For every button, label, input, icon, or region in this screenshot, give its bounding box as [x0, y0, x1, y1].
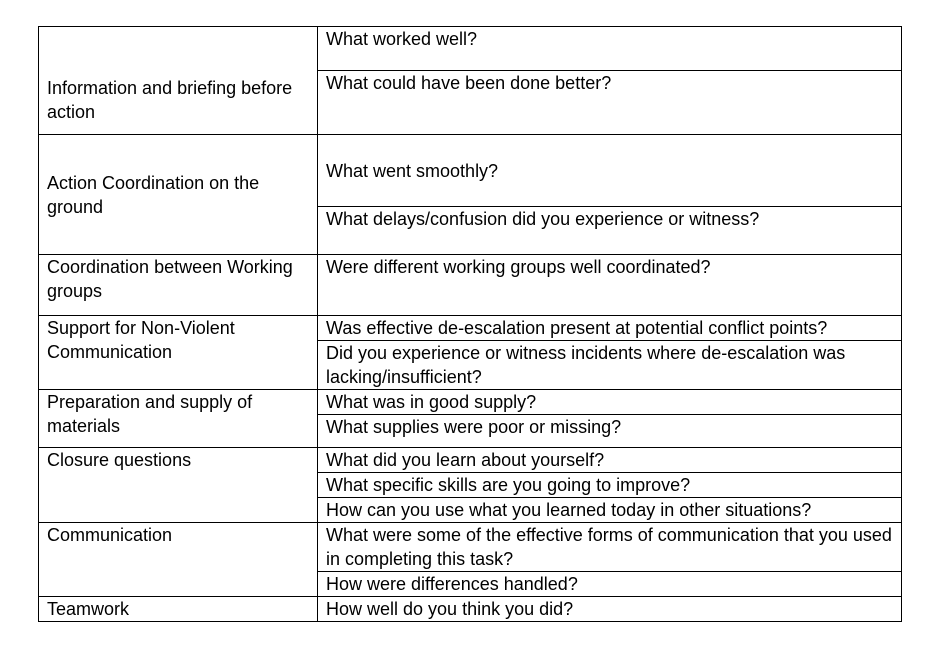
topic-label: Action Coordination on the ground: [47, 172, 260, 217]
question-cell: [318, 448, 902, 473]
topic-label: Support for Non-Violent Communication: [47, 318, 235, 362]
topic-cell: [39, 255, 318, 316]
question-cell: [318, 255, 902, 316]
topic-cell: [39, 523, 318, 597]
topic-cell: [39, 27, 318, 135]
topic-label: Teamwork: [47, 599, 130, 619]
topic-cell: [39, 135, 318, 255]
question-cell: [318, 473, 902, 498]
question-cell: [318, 207, 902, 255]
question-cell: [318, 71, 902, 135]
question-text: How well do you think you did?: [326, 599, 574, 619]
question-text: What did you learn about yourself?: [326, 450, 605, 470]
table-row: [39, 255, 902, 316]
question-text: What was in good supply?: [326, 392, 537, 412]
question-cell: [318, 415, 902, 448]
question-text: Was effective de-escalation present at potential conflict points?: [326, 318, 828, 338]
topic-cell: [39, 316, 318, 390]
question-text: How can you use what you learned today in other situations?: [326, 500, 812, 520]
topic-cell: [39, 597, 318, 622]
question-text: Did you experience or witness incidents where de-escalation was lacking/insufficient?: [326, 343, 846, 387]
question-text: What could have been done better?: [326, 73, 612, 93]
topic-label: Communication: [47, 525, 173, 545]
question-text: What went smoothly?: [326, 160, 499, 181]
question-cell: [318, 135, 902, 207]
debrief-table: [38, 26, 902, 622]
question-text: How were differences handled?: [326, 574, 578, 594]
question-text: What were some of the effective forms of communication that you used in completing this task?: [326, 525, 892, 569]
table-row: [39, 523, 902, 572]
table-row: [39, 448, 902, 473]
question-cell: [318, 498, 902, 523]
table-row: [39, 390, 902, 415]
table-row: [39, 597, 902, 622]
topic-cell: [39, 390, 318, 448]
question-text: What worked well?: [326, 29, 478, 49]
question-cell: [318, 597, 902, 622]
question-cell: [318, 523, 902, 572]
table-row: [39, 135, 902, 207]
topic-label: Closure questions: [47, 450, 192, 470]
question-text: What supplies were poor or missing?: [326, 417, 622, 437]
question-cell: [318, 27, 902, 71]
topic-label: Preparation and supply of materials: [47, 392, 253, 436]
question-cell: [318, 390, 902, 415]
table-row: [39, 316, 902, 341]
question-cell: [318, 316, 902, 341]
question-text: What specific skills are you going to improve?: [326, 475, 691, 495]
table-row: [39, 27, 902, 71]
topic-cell: [39, 448, 318, 523]
question-text: What delays/confusion did you experience or witness?: [326, 209, 760, 229]
topic-label: Information and briefing before action: [47, 78, 293, 122]
question-cell: [318, 341, 902, 390]
question-cell: [318, 572, 902, 597]
topic-label: Coordination between Working groups: [47, 257, 293, 301]
question-text: Were different working groups well coordinated?: [326, 257, 711, 277]
